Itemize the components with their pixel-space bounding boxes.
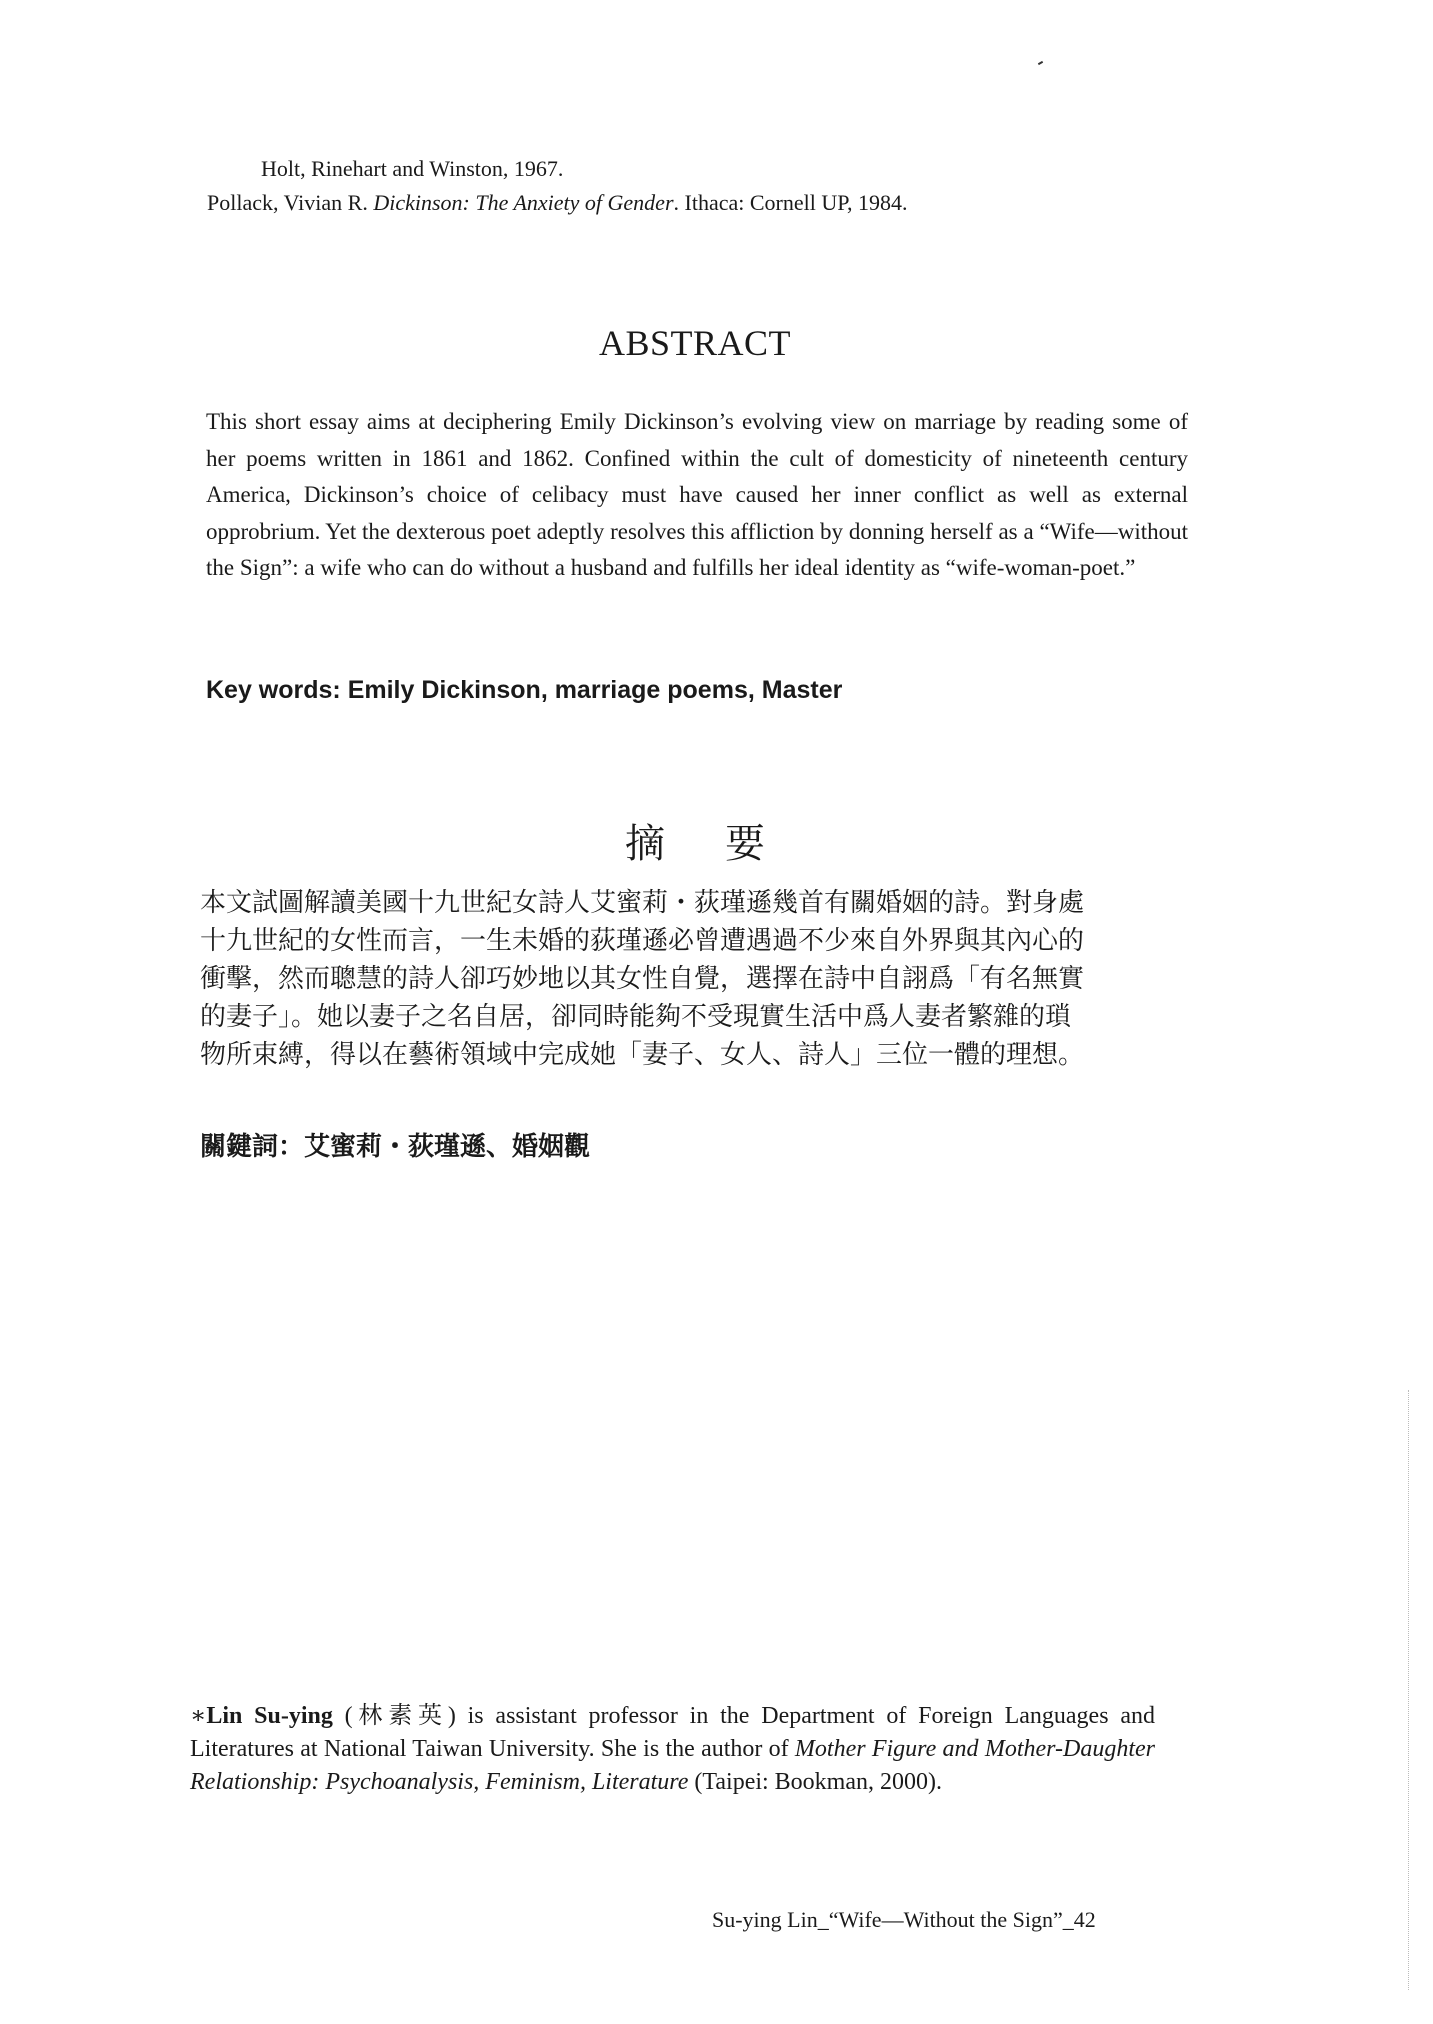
- scan-edge: [1408, 1390, 1410, 1990]
- book-publisher: (Taipei: Bookman, 2000).: [688, 1769, 942, 1795]
- chinese-abstract-line: 衝擊，然而聰慧的詩人卻巧妙地以其女性自覺，選擇在詩中自詡爲「有名無實: [200, 964, 1085, 994]
- reference-title: Dickinson: The Anxiety of Gender: [373, 190, 674, 215]
- footnote-asterisk: ∗: [190, 1703, 207, 1729]
- chinese-abstract-line: 物所束縛，得以在藝術領域中完成她「妻子、女人、詩人」三位一體的理想。: [200, 1040, 1085, 1070]
- keywords-english: Key words: Emily Dickinson, marriage poems, Master: [206, 676, 843, 704]
- book-title: Mother Figure and Mother-Daughter Relationship: Psychoanalysis, Feminism, Literature: [190, 1736, 1155, 1795]
- references-section: [207, 152, 1207, 220]
- reference-entry: [207, 186, 1207, 220]
- chinese-abstract-heading: 摘要: [625, 821, 825, 867]
- author-footnote: [190, 1700, 1155, 1799]
- reference-publisher: . Ithaca: Cornell UP, 1984.: [673, 190, 908, 215]
- running-footer: Su-ying Lin_“Wife—Without the Sign”_42: [712, 1907, 1096, 1932]
- reference-entry: [207, 152, 1207, 186]
- scan-mark: [1038, 61, 1043, 65]
- keywords-chinese: 關鍵詞：艾蜜莉・荻瑾遜、婚姻觀: [200, 1132, 591, 1162]
- chinese-abstract-line: 的妻子」。她以妻子之名自居，卻同時能夠不受現實生活中爲人妻者繁雜的瑣: [200, 1002, 1072, 1032]
- chinese-abstract-line: 十九世紀的女性而言，一生未婚的荻瑾遜必曾遭遇過不少來自外界與其內心的: [200, 926, 1085, 956]
- abstract-body: This short essay aims at deciphering Emily Dickinson’s evolving view on marriage by reading some of her poems written in 1861 and 1862. Confined within the cult of domesticity of nineteenth century America, Dickinson’s choice of celibacy must have caused her inner conflict as well as external opprobrium. Yet the dexterous poet adeptly resolves this affliction by donning herself as a “Wife—without the Sign”: a wife who can do without a husband and fulfills her ideal identity as “wife-woman-poet.”: [206, 409, 1188, 580]
- reference-text: Holt, Rinehart and Winston, 1967.: [261, 156, 564, 181]
- chinese-abstract-body: [200, 884, 1190, 1074]
- reference-author: Pollack, Vivian R.: [207, 190, 374, 215]
- author-chinese-name: (林素英): [332, 1703, 456, 1729]
- chinese-abstract-line: 本文試圖解讀美國十九世紀女詩人艾蜜莉・荻瑾遜幾首有關婚姻的詩。對身處: [200, 888, 1085, 918]
- author-name: Lin Su-ying: [206, 1703, 333, 1729]
- abstract-heading: ABSTRACT: [598, 323, 792, 363]
- author-bio: is assistant professor in the Department of Foreign Languages and Literatures at National Taiwan University. She is the author of: [190, 1703, 1155, 1762]
